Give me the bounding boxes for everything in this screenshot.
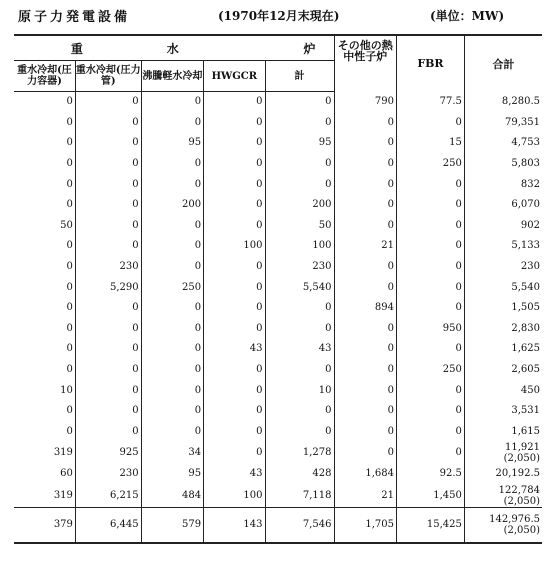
unit-label: (単位：MW): [430, 9, 505, 23]
table-cell: 0: [141, 401, 203, 422]
table-cell: 0: [204, 360, 265, 381]
table-cell: 5,803: [464, 154, 542, 175]
table-cell: 0: [204, 442, 265, 464]
table-row: [14, 257, 542, 278]
table-cell: 0: [141, 339, 203, 360]
table-cell: 0: [66, 322, 73, 334]
table-cell: 0: [397, 257, 465, 278]
column-header: 計: [265, 61, 334, 92]
nuclear-capacity-table: [14, 34, 542, 544]
table-cell: 0: [265, 422, 334, 443]
table-cell: 0: [75, 360, 141, 381]
table-row: [14, 422, 542, 443]
column-header: 重水冷却(圧力容器): [14, 61, 75, 92]
table-cell: 579: [141, 507, 203, 543]
table-cell: 77.5: [397, 92, 465, 113]
table-cell: 4,753: [464, 133, 542, 154]
table-cell: 0: [66, 96, 73, 108]
table-cell: 0: [141, 380, 203, 401]
table-cell: 0: [204, 401, 265, 422]
table-cell: 6,445: [75, 507, 141, 543]
table-cell: 10: [265, 380, 334, 401]
table-cell: 7,118: [265, 485, 334, 508]
table-cell: 0: [265, 174, 334, 195]
table-cell: 1,705: [334, 507, 396, 543]
table-row: [14, 236, 542, 257]
table-row: [14, 277, 542, 298]
table-cell: 0: [75, 154, 141, 175]
table-cell: 10: [60, 384, 73, 396]
table-cell: 5,290: [75, 277, 141, 298]
table-cell: 60: [60, 468, 73, 480]
table-cell: 0: [397, 174, 465, 195]
table-cell: 0: [334, 442, 396, 464]
table-cell: 0: [397, 236, 465, 257]
table-cell: 0: [75, 380, 141, 401]
table-cell: 0: [265, 154, 334, 175]
table-cell: 0: [75, 401, 141, 422]
table-cell: 92.5: [397, 464, 465, 485]
table-cell: 0: [141, 360, 203, 381]
table-cell: 0: [75, 195, 141, 216]
table-cell: 79,351: [464, 113, 542, 134]
table-cell: 0: [66, 178, 73, 190]
group-char: 炉: [303, 41, 318, 56]
table-cell: 0: [75, 319, 141, 340]
table-cell: 0: [66, 281, 73, 293]
table-cell: 925: [75, 442, 141, 464]
table-cell: 0: [265, 360, 334, 381]
table-cell: 0: [204, 257, 265, 278]
table-cell: 122,784 (2,050): [464, 485, 542, 508]
table-cell: 0: [66, 158, 73, 170]
table-cell: 7,546: [265, 507, 334, 543]
table-cell: 0: [141, 422, 203, 443]
table-row: [14, 401, 542, 422]
table-cell: 43: [204, 464, 265, 485]
table-cell: 50: [265, 216, 334, 237]
table-cell: 0: [334, 380, 396, 401]
table-cell: 0: [334, 360, 396, 381]
table-cell: 0: [334, 257, 396, 278]
table-cell: 0: [75, 339, 141, 360]
table-row: [14, 113, 542, 134]
table-cell: 450: [464, 380, 542, 401]
table-cell: 0: [204, 195, 265, 216]
heavy-water-reactor-group-header: [14, 35, 334, 61]
table-body: [14, 92, 542, 543]
table-cell: 790: [334, 92, 396, 113]
table-cell: 0: [204, 277, 265, 298]
table-cell: 0: [265, 92, 334, 113]
column-header: 沸騰軽水冷却: [141, 61, 203, 92]
table-cell: 21: [334, 485, 396, 508]
table-cell: 100: [204, 485, 265, 508]
table-cell: 0: [334, 319, 396, 340]
table-cell: 200: [265, 195, 334, 216]
group-char: 重: [70, 41, 85, 56]
table-cell: 1,625: [464, 339, 542, 360]
table-cell: 200: [141, 195, 203, 216]
table-cell: 0: [397, 277, 465, 298]
table-cell: 0: [66, 261, 73, 273]
table-cell: 0: [204, 216, 265, 237]
table-cell: 0: [66, 425, 73, 437]
table-cell: 0: [75, 113, 141, 134]
table-cell: 0: [397, 339, 465, 360]
table-cell: 0: [141, 174, 203, 195]
table-cell: 0: [204, 422, 265, 443]
table-row: [14, 154, 542, 175]
table-cell: 15: [397, 133, 465, 154]
as-of-date: (1970年12月末現在): [218, 9, 340, 23]
table-cell: 0: [334, 216, 396, 237]
table-cell: 832: [464, 174, 542, 195]
table-cell: 20,192.5: [464, 464, 542, 485]
table-cell: 230: [464, 257, 542, 278]
table-cell: 21: [334, 236, 396, 257]
table-cell: 894: [334, 298, 396, 319]
other-thermal-reactor-header: その他の熱中性子炉: [334, 35, 396, 92]
table-cell: 0: [75, 236, 141, 257]
table-cell: 0: [141, 113, 203, 134]
table-row: [14, 464, 542, 485]
table-cell: 0: [75, 174, 141, 195]
table-cell: 0: [334, 174, 396, 195]
table-cell: 0: [141, 298, 203, 319]
table-cell: 0: [75, 298, 141, 319]
table-row: [14, 92, 542, 113]
table-cell: 5,540: [265, 277, 334, 298]
table-cell: 50: [60, 219, 73, 231]
table-cell: 0: [66, 364, 73, 376]
table-cell: 0: [397, 401, 465, 422]
table-cell: 250: [397, 154, 465, 175]
table-cell: 0: [66, 116, 73, 128]
table-cell: 142,976.5 (2,050): [464, 507, 542, 543]
table-cell: 0: [66, 137, 73, 149]
table-cell: 0: [334, 277, 396, 298]
table-cell: 143: [204, 507, 265, 543]
table-cell: 0: [141, 154, 203, 175]
table-row: [14, 442, 542, 464]
table-cell: 0: [204, 92, 265, 113]
table-cell: 0: [66, 302, 73, 314]
table-cell: 379: [14, 507, 75, 543]
table-cell: 950: [397, 319, 465, 340]
table-cell: 0: [265, 113, 334, 134]
table-cell: 1,615: [464, 422, 542, 443]
table-row: [14, 133, 542, 154]
total-header: 合計: [464, 35, 542, 92]
table-cell: 0: [334, 195, 396, 216]
table-row: [14, 216, 542, 237]
table-cell: 0: [141, 236, 203, 257]
table-cell: 15,425: [397, 507, 465, 543]
table-cell: 2,830: [464, 319, 542, 340]
table-cell: 0: [204, 174, 265, 195]
table-cell: 3,531: [464, 401, 542, 422]
table-cell: 230: [75, 464, 141, 485]
table-cell: 0: [204, 380, 265, 401]
table-cell: 1,684: [334, 464, 396, 485]
table-cell: 0: [397, 380, 465, 401]
table-cell: 0: [334, 113, 396, 134]
table-cell: 0: [141, 319, 203, 340]
table-cell: 0: [397, 216, 465, 237]
table-cell: 100: [265, 236, 334, 257]
table-cell: 0: [265, 401, 334, 422]
table-cell: 6,070: [464, 195, 542, 216]
table-cell: 0: [334, 401, 396, 422]
table-cell: 0: [66, 343, 73, 355]
table-cell: 1,278: [265, 442, 334, 464]
table-row: [14, 319, 542, 340]
table-cell: 0: [75, 92, 141, 113]
table-cell: 0: [204, 113, 265, 134]
table-row: [14, 174, 542, 195]
table-cell: 95: [141, 133, 203, 154]
table-cell: 11,921 (2,050): [464, 442, 542, 464]
fbr-header: FBR: [397, 35, 465, 92]
table-cell: 0: [397, 298, 465, 319]
table-cell: 428: [265, 464, 334, 485]
table-cell: 0: [204, 154, 265, 175]
table-cell: 1,505: [464, 298, 542, 319]
table-cell: 319: [53, 447, 73, 459]
table-cell: 319: [53, 489, 73, 501]
table-cell: 250: [141, 277, 203, 298]
group-char: 水: [166, 41, 181, 56]
table-cell: 8,280.5: [464, 92, 542, 113]
table-row: [14, 339, 542, 360]
table-cell: 0: [204, 298, 265, 319]
table-cell: 0: [66, 199, 73, 211]
table-cell: 0: [204, 319, 265, 340]
table-cell: 2,605: [464, 360, 542, 381]
table-row: [14, 195, 542, 216]
table-cell: 0: [334, 339, 396, 360]
table-row: [14, 485, 542, 508]
table-row: [14, 380, 542, 401]
table-cell: 5,540: [464, 277, 542, 298]
table-cell: 250: [397, 360, 465, 381]
table-cell: 0: [334, 133, 396, 154]
table-cell: 34: [141, 442, 203, 464]
table-cell: 5,133: [464, 236, 542, 257]
column-header: 重水冷却(圧力管): [75, 61, 141, 92]
table-cell: 230: [75, 257, 141, 278]
table-cell: 1,450: [397, 485, 465, 508]
table-cell: 0: [141, 92, 203, 113]
table-cell: 6,215: [75, 485, 141, 508]
table-cell: 0: [334, 154, 396, 175]
table-cell: 902: [464, 216, 542, 237]
table-cell: 0: [66, 240, 73, 252]
table-cell: 230: [265, 257, 334, 278]
table-row: [14, 360, 542, 381]
table-title: 原子力発電設備: [18, 10, 131, 25]
table-cell: 0: [265, 319, 334, 340]
table-cell: 0: [397, 422, 465, 443]
column-header: HWGCR: [204, 61, 265, 92]
table-cell: 43: [265, 339, 334, 360]
table-cell: 0: [75, 422, 141, 443]
table-cell: 0: [397, 113, 465, 134]
table-cell: 0: [397, 195, 465, 216]
table-cell: 43: [204, 339, 265, 360]
table-cell: 0: [204, 133, 265, 154]
table-row: [14, 298, 542, 319]
table-cell: 0: [75, 133, 141, 154]
table-cell: 95: [141, 464, 203, 485]
total-row: [14, 507, 542, 543]
table-cell: 95: [265, 133, 334, 154]
table-cell: 484: [141, 485, 203, 508]
table-cell: 0: [141, 216, 203, 237]
table-cell: 0: [75, 216, 141, 237]
table-cell: 0: [141, 257, 203, 278]
table-cell: 0: [334, 422, 396, 443]
table-cell: 0: [265, 298, 334, 319]
table-cell: 100: [204, 236, 265, 257]
table-cell: 0: [397, 442, 465, 464]
table-cell: 0: [66, 405, 73, 417]
